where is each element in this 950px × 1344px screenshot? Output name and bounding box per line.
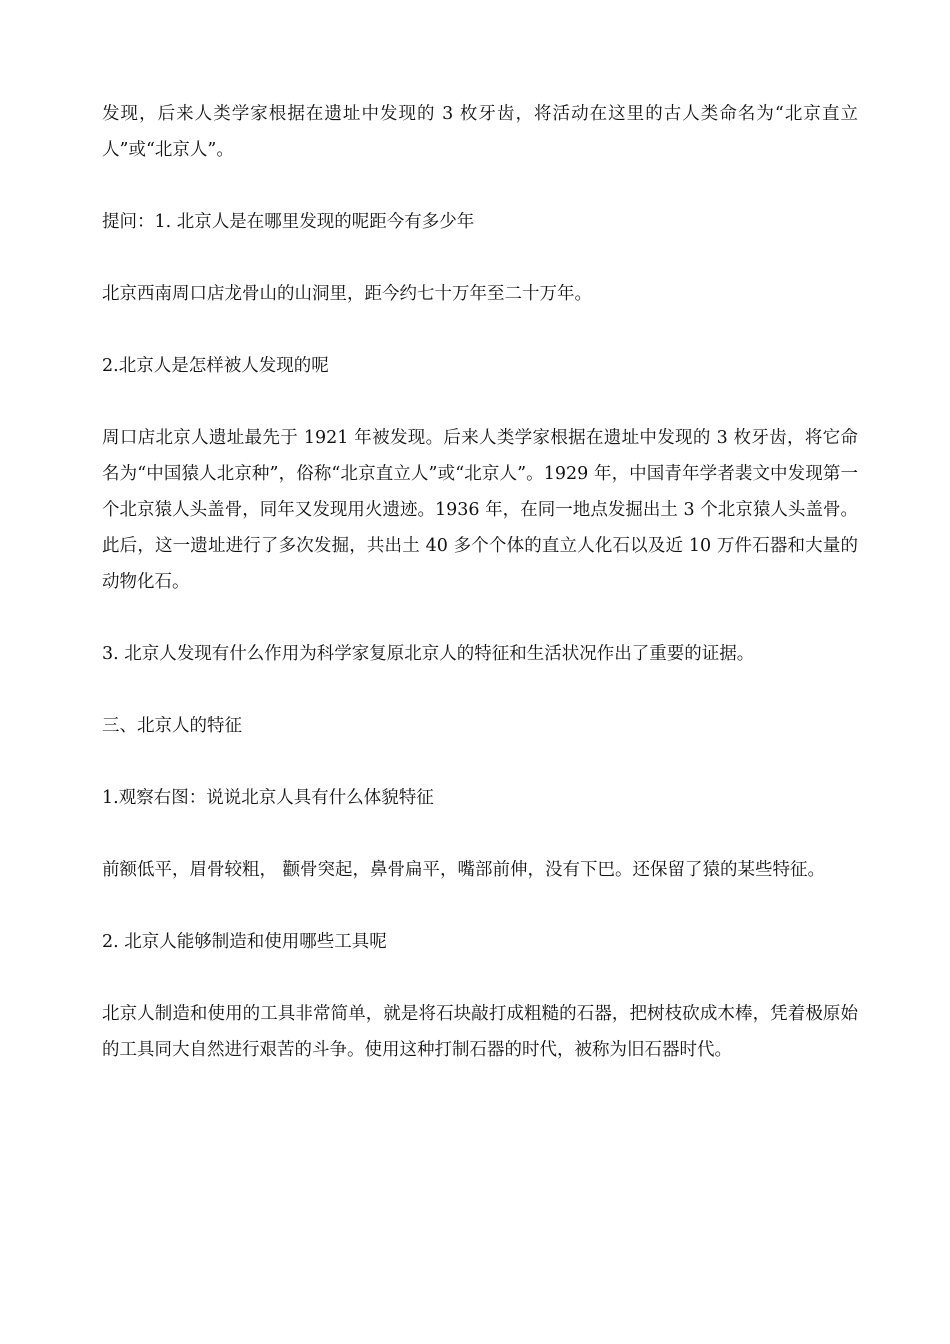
- question-tools: 2. 北京人能够制造和使用哪些工具呢: [102, 932, 387, 952]
- question-appearance: 1.观察右图：说说北京人具有什么体貌特征: [102, 788, 434, 808]
- section-heading-features: 三、北京人的特征: [102, 716, 242, 736]
- question-2-discovery: 2.北京人是怎样被人发现的呢: [102, 356, 329, 376]
- document-body: [102, 96, 858, 1104]
- answer-appearance: 前额低平，眉骨较粗， 颧骨突起，鼻骨扁平，嘴部前伸，没有下巴。还保留了猿的某些特征。: [102, 860, 826, 880]
- paragraph-peking-man-naming: 发现，后来人类学家根据在遗址中发现的 3 枚牙齿，将活动在这里的古人类命名为“北京直立人”或“北京人”。: [102, 104, 858, 160]
- question-1-location: 提问：1. 北京人是在哪里发现的呢距今有多少年: [102, 212, 475, 232]
- question-3-significance: 3. 北京人发现有什么作用为科学家复原北京人的特征和生活状况作出了重要的证据。: [102, 644, 755, 664]
- answer-tools: 北京人制造和使用的工具非常简单，就是将石块敲打成粗糙的石器，把树枝砍成木棒，凭着极原始的工具同大自然进行艰苦的斗争。使用这种打制石器的时代，被称为旧石器时代。: [102, 1004, 858, 1060]
- answer-1-location: 北京西南周口店龙骨山的山洞里，距今约七十万年至二十万年。: [102, 284, 592, 304]
- answer-2-discovery: 周口店北京人遗址最先于 1921 年被发现。后来人类学家根据在遗址中发现的 3 枚牙齿，将它命名为“中国猿人北京种”，俗称“北京直立人”或“北京人”。1929 年，中国青年学者裴文中发现第一个北京猿人头盖骨，同年又发现用火遗迹。1936 年，在同一地点发掘出土 3 个北京猿人头盖骨。此后，这一遗址进行了多次发掘，共出土 40 多个个体的直立人化石以及近 10 万件石器和大量的动物化石。: [102, 428, 858, 592]
